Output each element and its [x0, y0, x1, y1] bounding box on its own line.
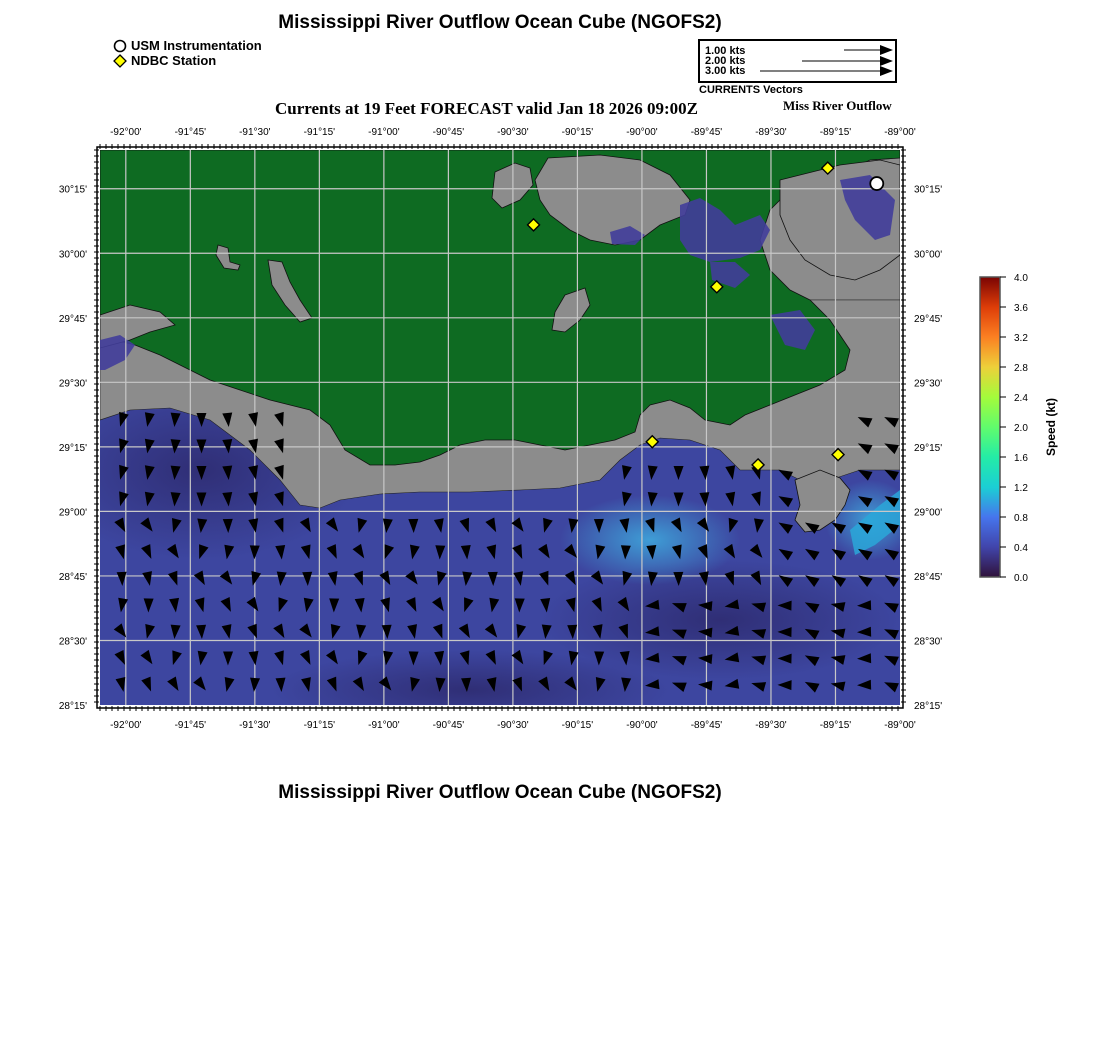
colorbar-scale — [980, 277, 1000, 577]
forecast-subtitle: Currents at 19 Feet FORECAST valid Jan 18 2026 09:00Z — [275, 99, 698, 118]
lon-tick-label-bottom: -90°00' — [626, 720, 658, 731]
vector-key-row: 1.00 kts — [705, 45, 746, 57]
colorbar-tick-label: 1.2 — [1014, 483, 1028, 494]
vector-key-row: 3.00 kts — [705, 65, 746, 77]
map-canvas — [40, 150, 915, 730]
lon-tick-label-top: -91°00' — [368, 127, 400, 138]
lat-tick-label-right: 30°00' — [914, 249, 943, 261]
lon-tick-label-bottom: -89°45' — [690, 720, 723, 731]
lat-tick-label-left: 29°00' — [58, 507, 87, 519]
vector-key-row: 2.00 kts — [705, 55, 746, 67]
lat-tick-label-left: 30°15' — [58, 184, 87, 196]
lon-tick-label-top: -91°15' — [303, 127, 336, 138]
lon-tick-label-bottom: -92°00' — [110, 720, 142, 731]
lon-tick-label-top: -89°15' — [819, 127, 852, 138]
vector-key-caption: CURRENTS Vectors — [699, 84, 803, 96]
colorbar-tick-label: 2.8 — [1014, 363, 1028, 374]
colorbar-tick-label: 0.0 — [1014, 573, 1028, 584]
lat-tick-label-right: 29°15' — [914, 442, 943, 454]
lon-tick-label-top: -92°00' — [110, 127, 142, 138]
lat-tick-label-left: 28°15' — [58, 701, 87, 712]
lon-tick-label-bottom: -89°30' — [755, 720, 787, 731]
lat-tick-label-left: 28°30' — [58, 636, 87, 648]
lon-tick-label-bottom: -90°30' — [497, 720, 529, 731]
lon-tick-label-bottom: -89°15' — [819, 720, 852, 731]
lon-tick-label-bottom: -91°30' — [239, 720, 271, 731]
lon-tick-label-top: -89°00' — [884, 127, 916, 138]
lon-tick-label-top: -90°15' — [561, 127, 594, 138]
lat-tick-label-right: 28°15' — [914, 701, 943, 712]
lat-tick-label-left: 28°45' — [58, 571, 87, 583]
lon-tick-label-bottom: -91°15' — [303, 720, 336, 731]
lat-tick-label-left: 29°45' — [58, 313, 87, 325]
lon-tick-label-top: -90°00' — [626, 127, 658, 138]
lon-tick-label-top: -89°45' — [690, 127, 723, 138]
lon-tick-label-top: -91°30' — [239, 127, 271, 138]
lat-tick-label-right: 30°15' — [914, 184, 943, 196]
lon-tick-label-top: -90°45' — [432, 127, 465, 138]
lon-tick-label-bottom: -89°00' — [884, 720, 916, 731]
colorbar-tick-label: 1.6 — [1014, 453, 1028, 464]
lat-tick-label-left: 29°15' — [58, 442, 87, 454]
legend-ndbc-label: NDBC Station — [131, 53, 217, 68]
colorbar-tick-label: 2.0 — [1014, 423, 1028, 434]
lon-tick-label-bottom: -90°15' — [561, 720, 594, 731]
lat-tick-label-left: 29°30' — [58, 378, 87, 390]
lat-tick-label-right: 29°30' — [914, 378, 943, 390]
lat-tick-label-left: 30°00' — [58, 249, 87, 261]
colorbar-tick-label: 4.0 — [1014, 273, 1028, 284]
legend-usm-label: USM Instrumentation — [131, 38, 262, 53]
lon-tick-label-top: -91°45' — [174, 127, 207, 138]
lon-tick-label-top: -89°30' — [755, 127, 787, 138]
map-title: Mississippi River Outflow Ocean Cube (NGOFS2) — [278, 12, 722, 33]
colorbar-tick-label: 3.6 — [1014, 303, 1028, 314]
colorbar-tick-label: 3.2 — [1014, 333, 1028, 344]
colorbar-tick-label: 0.8 — [1014, 513, 1028, 524]
usm-station-marker[interactable] — [870, 177, 883, 190]
map-title-bottom: Mississippi River Outflow Ocean Cube (NGOFS2) — [278, 782, 722, 803]
colorbar-tick-label: 0.4 — [1014, 543, 1028, 554]
lon-tick-label-bottom: -90°45' — [432, 720, 465, 731]
colorbar-tick-label: 2.4 — [1014, 393, 1028, 404]
lon-tick-label-top: -90°30' — [497, 127, 529, 138]
colorbar-label: Speed (kt) — [1044, 397, 1058, 457]
lon-tick-label-bottom: -91°00' — [368, 720, 400, 731]
lat-tick-label-right: 29°00' — [914, 507, 943, 519]
speed-colorbar — [980, 273, 1058, 584]
lon-tick-label-bottom: -91°45' — [174, 720, 207, 731]
lat-tick-label-right: 29°45' — [914, 313, 943, 325]
region-label: Miss River Outflow — [783, 98, 892, 113]
lat-tick-label-right: 28°30' — [914, 636, 943, 648]
lat-tick-label-right: 28°45' — [914, 571, 943, 583]
